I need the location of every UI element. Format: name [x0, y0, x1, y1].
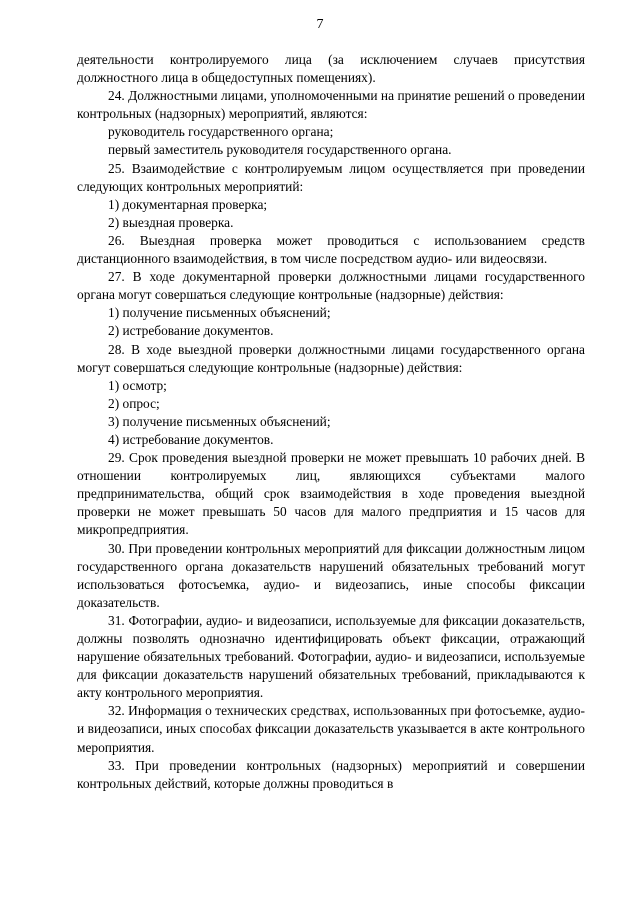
paragraph-28-item: 4) истребование документов.: [108, 431, 274, 447]
paragraph-25-item: 2) выездная проверка.: [108, 214, 234, 230]
paragraph-27: 27. В ходе документарной проверки должностными лицами государственного органа могут совершаться следующие контрольные (надзорные) действия:: [77, 269, 585, 303]
paragraph-33: 33. При проведении контрольных (надзорных) мероприятий и совершении контрольных действий, которые должны проводиться в: [77, 757, 585, 791]
paragraph-24-item: руководитель государственного органа;: [108, 124, 334, 140]
paragraph-31: 31. Фотографии, аудио- и видеозаписи, используемые для фиксации доказательств, должны позволять однозначно идентифицировать объект фиксации, отражающий нарушение обязательных требований. Фотографии, аудио- и видеозаписи, используемые для фиксации доказательств нарушений обязательных требований, прикладываются к акту контрольного мероприятия.: [77, 612, 585, 701]
paragraph-24: 24. Должностными лицами, уполномоченными на принятие решений о проведении контрольных (надзорных) мероприятий, являются:: [77, 88, 585, 122]
paragraph-28-item: 2) опрос;: [108, 395, 160, 411]
paragraph-28-item: 1) осмотр;: [108, 377, 167, 393]
paragraph-continuation: деятельности контролируемого лица (за исключением случаев присутствия должностного лица в общедоступных помещениях).: [77, 52, 585, 86]
paragraph-25-item: 1) документарная проверка;: [108, 196, 268, 212]
paragraph-28-item: 3) получение письменных объяснений;: [108, 413, 331, 429]
paragraph-24-item: первый заместитель руководителя государственного органа.: [108, 142, 452, 158]
document-body: [77, 51, 585, 793]
paragraph-25: 25. Взаимодействие с контролируемым лицом осуществляется при проведении следующих контрольных мероприятий:: [77, 160, 585, 194]
paragraph-32: 32. Информация о технических средствах, использованных при фотосъемке, аудио- и видеозаписи, иных способах фиксации доказательств указывается в акте контрольного мероприятия.: [77, 703, 585, 755]
paragraph-30: 30. При проведении контрольных мероприятий для фиксации должностным лицом государственного органа доказательств нарушений обязательных требований могут использоваться фотосъемка, аудио- и видеозапись, иные способы фиксации доказательств.: [77, 540, 585, 610]
paragraph-28: 28. В ходе выездной проверки должностными лицами государственного органа могут совершаться следующие контрольные (надзорные) действия:: [77, 341, 585, 375]
paragraph-29: 29. Срок проведения выездной проверки не может превышать 10 рабочих дней. В отношении контролируемых лиц, являющихся субъектами малого предпринимательства, общий срок взаимодействия в ходе проведения выездной проверки не может превышать 50 часов для малого предприятия и 15 часов для микропредприятия.: [77, 450, 585, 538]
page-number: 7: [316, 17, 324, 32]
paragraph-26: 26. Выездная проверка может проводиться с использованием средств дистанционного взаимодействия, в том числе посредством аудио- или видеосвязи.: [77, 232, 585, 267]
paragraph-27-item: 2) истребование документов.: [108, 323, 274, 339]
paragraph-27-item: 1) получение письменных объяснений;: [108, 305, 331, 321]
